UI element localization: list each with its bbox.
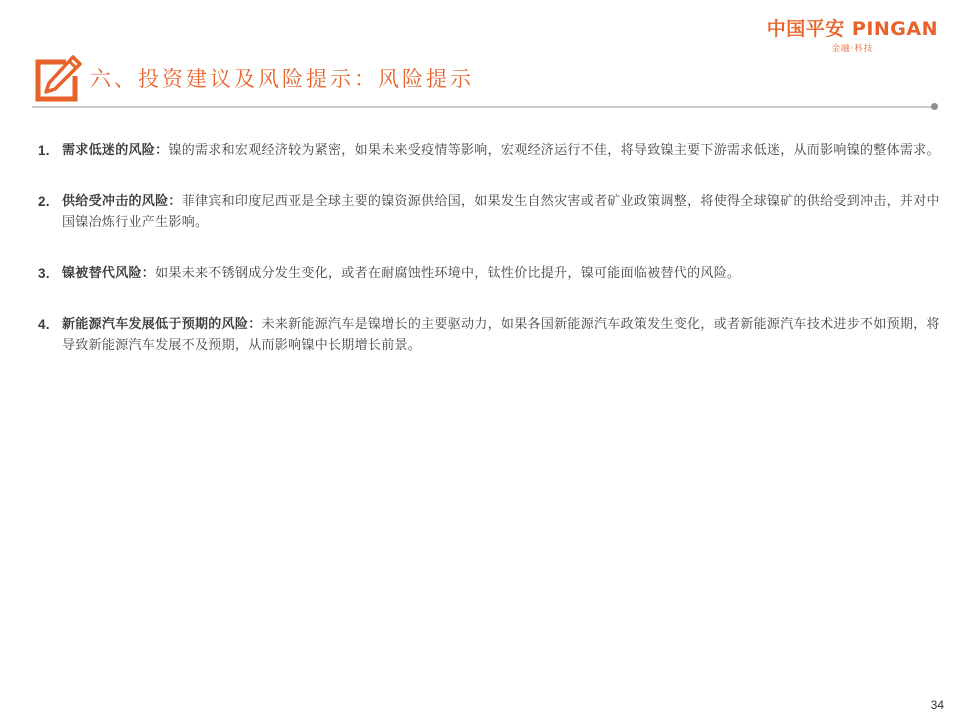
risk-heading: 供给受冲击的风险： [62, 194, 182, 209]
risk-item-substitution [38, 263, 948, 284]
risk-text: 菲律宾和印度尼西亚是全球主要的镍资源供给国，如果发生自然灾害或者矿业政策调整，将使得全球镍矿的供给受到冲击，并对中国镍冶炼行业产生影响。 [62, 194, 940, 230]
pencil-note-icon [33, 54, 83, 104]
risk-number: 2. [38, 194, 50, 209]
risk-text: 如果未来不锈钢成分发生变化，或者在耐腐蚀性环境中，钛性价比提升，镍可能面临被替代的风险。 [155, 266, 741, 281]
risk-item-demand [38, 140, 948, 161]
page-number: 34 [930, 698, 944, 712]
risk-text: 未来新能源汽车是镍增长的主要驱动力，如果各国新能源汽车政策发生变化，或者新能源汽车技术进步不如预期，将导致新能源汽车发展不及预期，从而影响镍中长期增长前景。 [62, 317, 940, 353]
divider-end-dot [931, 103, 938, 110]
risk-number: 4. [38, 317, 50, 332]
risk-item-supply [38, 191, 948, 233]
logo-tagline: 金融·科技 [831, 44, 874, 54]
risk-list [38, 140, 948, 356]
risk-number: 1. [38, 143, 50, 158]
risk-number: 3. [38, 266, 50, 281]
risk-text: 镍的需求和宏观经济较为紧密，如果未来受疫情等影响，宏观经济运行不佳，将导致镍主要下游需求低迷，从而影响镍的整体需求。 [168, 143, 940, 158]
pingan-logo [767, 14, 938, 54]
risk-heading: 新能源汽车发展低于预期的风险： [62, 317, 262, 332]
title-divider [32, 106, 934, 108]
page-title: 六、投资建议及风险提示：风险提示 [90, 67, 474, 91]
risk-heading: 镍被替代风险： [62, 266, 156, 281]
risk-heading: 需求低迷的风险： [62, 143, 169, 158]
risk-item-ev [38, 314, 948, 356]
logo-wordmark: 中国平安 PINGAN [766, 18, 938, 40]
